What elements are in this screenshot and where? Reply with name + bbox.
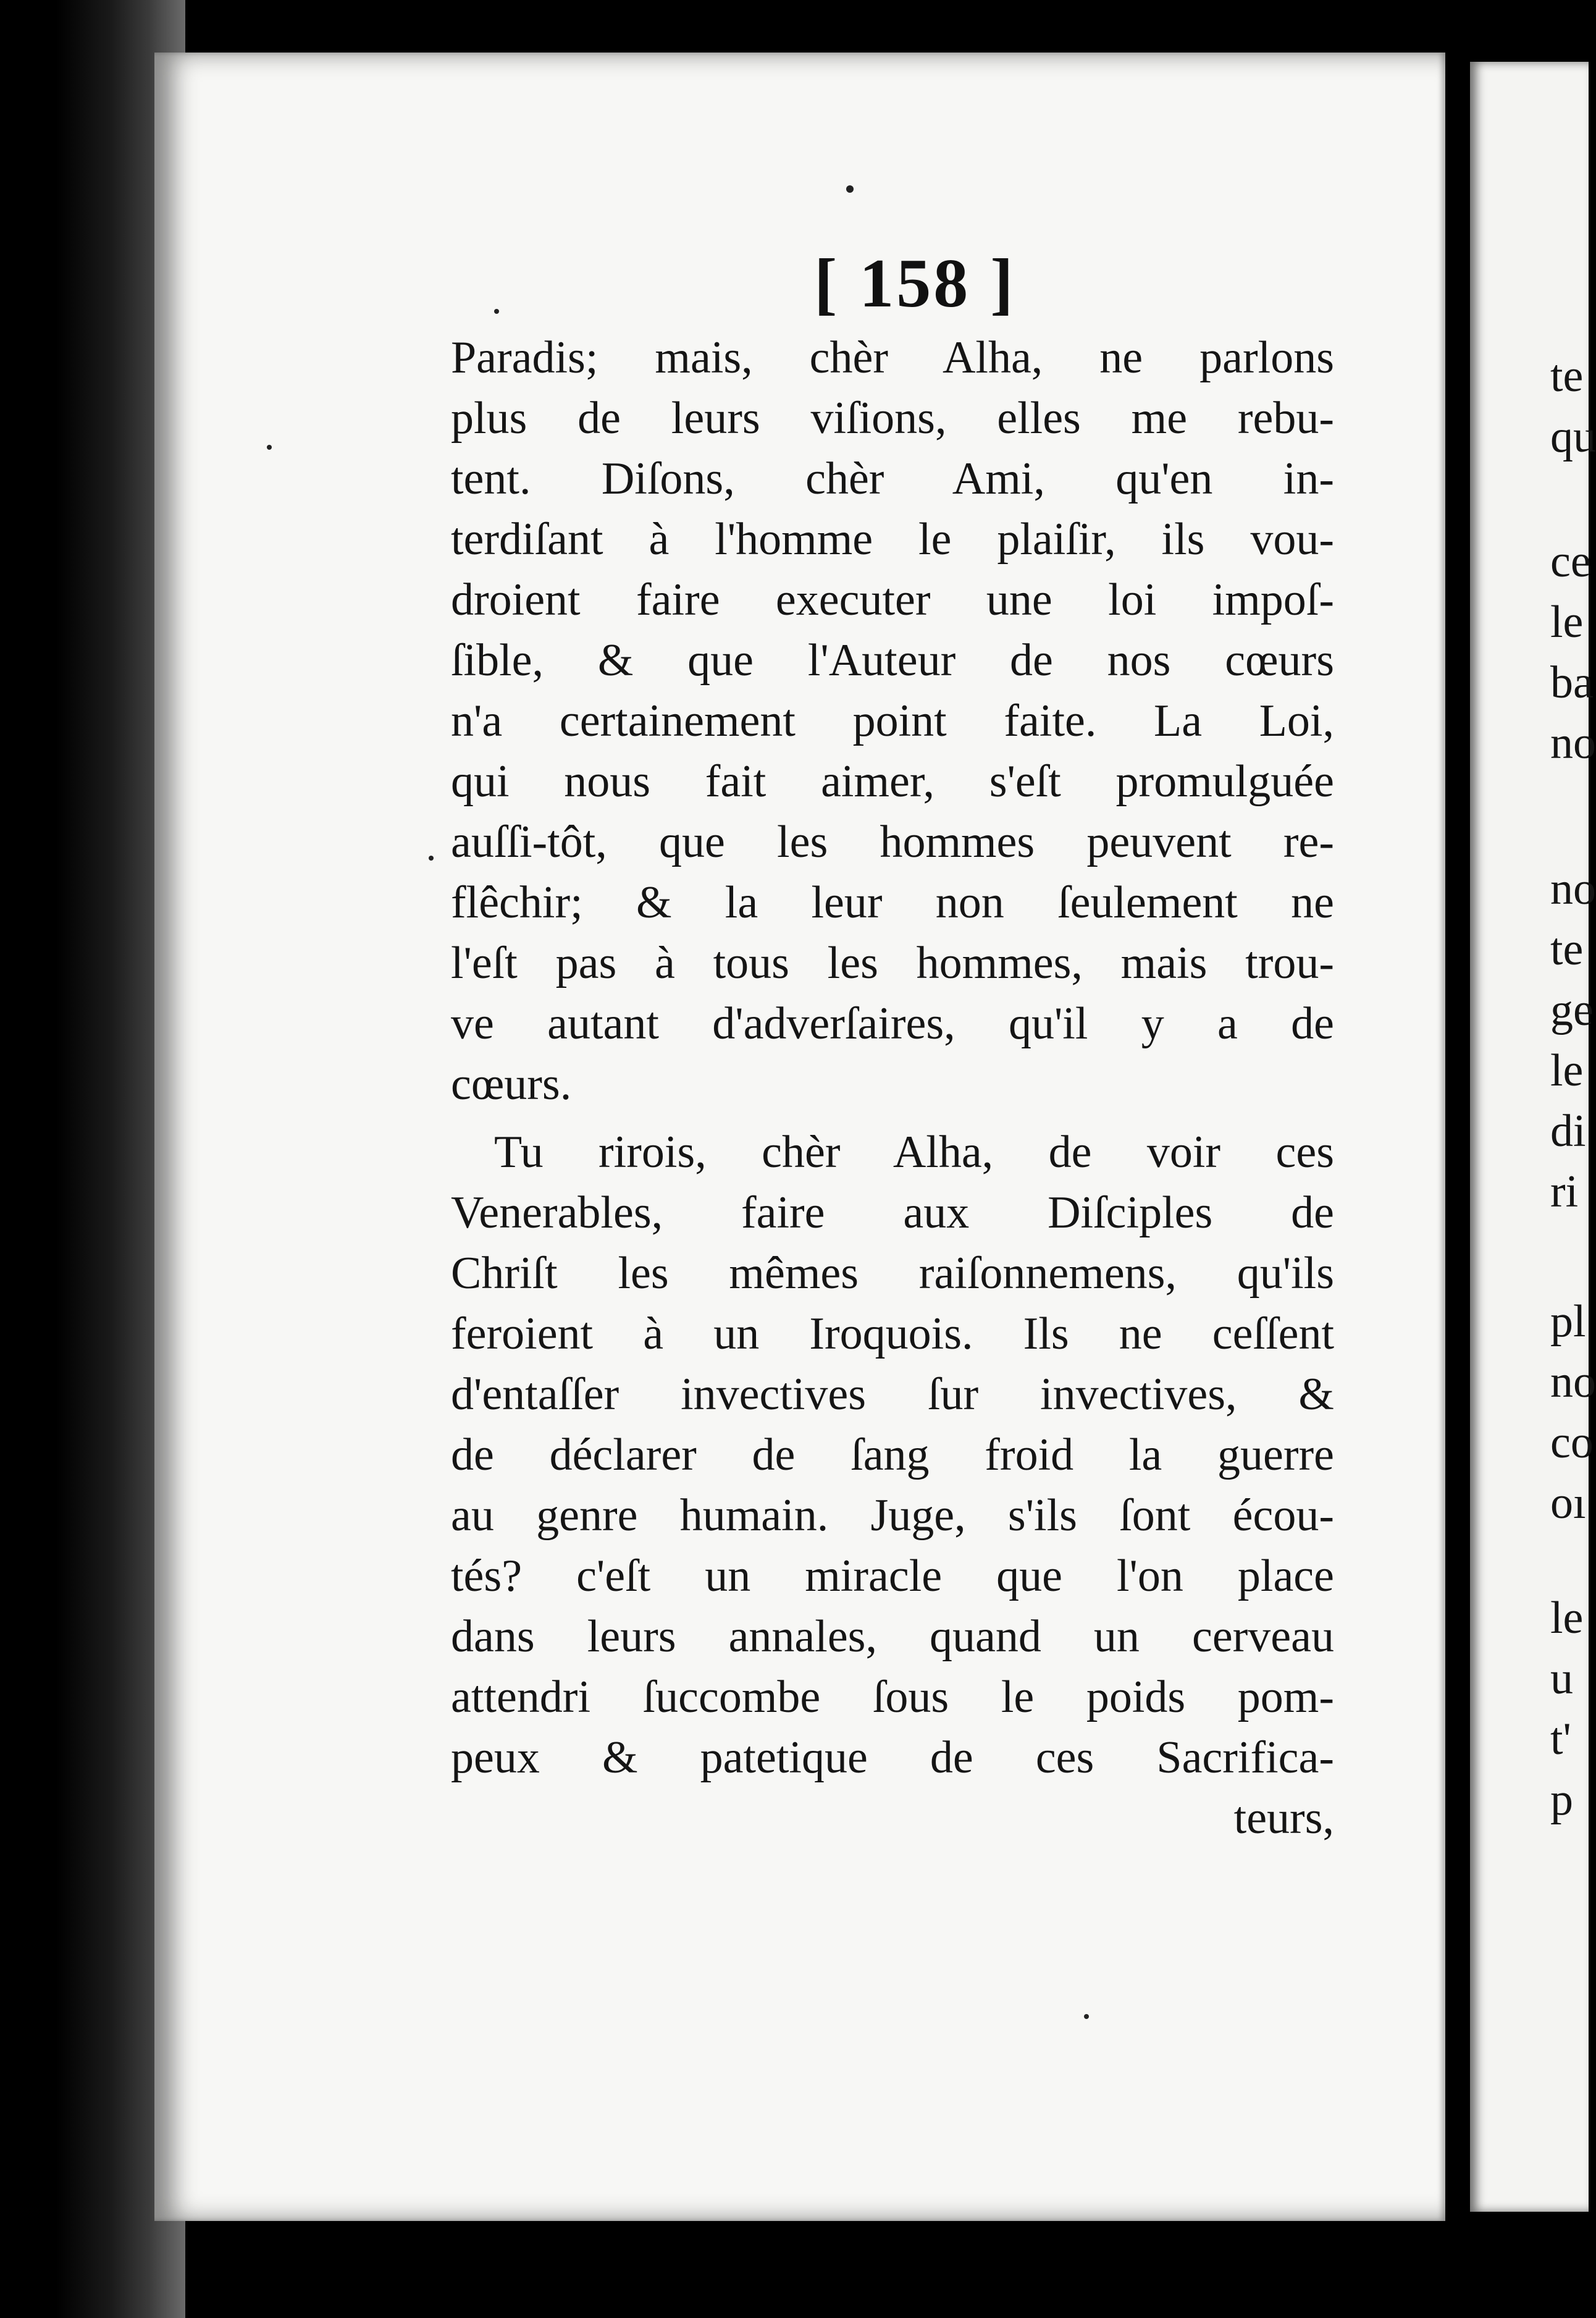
- catchword: teurs,: [1233, 1793, 1334, 1844]
- fragment: ri: [1550, 1166, 1579, 1217]
- fragment: no: [1550, 864, 1596, 914]
- text-line: cœurs.: [451, 1059, 572, 1110]
- text-line: l'eſt pas à tous les hommes, mais trou-: [451, 938, 1334, 988]
- fragment: di: [1550, 1106, 1586, 1157]
- ink-speck: [1084, 2014, 1089, 2019]
- text-line: ſible, & que l'Auteur de nos cœurs: [451, 635, 1334, 686]
- fragment: oı: [1550, 1478, 1586, 1528]
- text-line: de déclarer de ſang froid la guerre: [451, 1430, 1334, 1480]
- fragment: ge: [1550, 985, 1594, 1035]
- text-line: Paradis; mais, chèr Alha, ne parlons: [451, 332, 1334, 383]
- fragment: le: [1550, 1045, 1584, 1096]
- fragment: ce: [1550, 536, 1591, 587]
- text-line: au genre humain. Juge, s'ils ſont écou-: [451, 1490, 1334, 1541]
- paragraph-gap: [451, 1115, 1334, 1122]
- text-line: Tu rirois, chèr Alha, de voir ces: [494, 1127, 1334, 1178]
- text-line: plus de leurs viſions, elles me rebu-: [451, 393, 1334, 444]
- text-line: peux & patetique de ces Sacrifica-: [451, 1732, 1334, 1783]
- text-line: feroient à un Iroquois. Ils ne ceſſent: [451, 1309, 1334, 1359]
- fragment: qu: [1550, 411, 1596, 462]
- text-line: qui nous fait aimer, s'eſt promulguée: [451, 756, 1334, 807]
- page-number: [ 158 ]: [814, 245, 1016, 322]
- fragment: le: [1550, 597, 1584, 647]
- fragment: u: [1550, 1653, 1573, 1704]
- body-text: [451, 327, 1334, 1848]
- fragment: no: [1550, 1357, 1596, 1407]
- text-line: flêchir; & la leur non ſeulement ne: [451, 877, 1334, 928]
- fragment: pl: [1550, 1296, 1586, 1347]
- fragment: co: [1550, 1417, 1594, 1468]
- text-line: tés? c'eſt un miracle que l'on place: [451, 1551, 1334, 1601]
- text-line: attendri ſuccombe ſous le poids pom-: [451, 1672, 1334, 1722]
- ink-speck: [429, 856, 434, 861]
- text-line: n'a certainement point faite. La Loi,: [451, 696, 1334, 746]
- text-line: dans leurs annales, quand un cerveau: [451, 1611, 1334, 1662]
- fragment: t': [1550, 1714, 1571, 1764]
- text-line: auſſi-tôt, que les hommes peuvent re-: [451, 817, 1334, 867]
- fragment: te: [1550, 924, 1584, 975]
- ink-speck: [846, 185, 854, 193]
- fragment: no: [1550, 718, 1596, 769]
- fragment: te: [1550, 351, 1584, 402]
- text-line: d'entaſſer invectives ſur invectives, &: [451, 1369, 1334, 1420]
- text-line: Venerables, faire aux Diſciples de: [451, 1187, 1334, 1238]
- text-line: ve autant d'adverſaires, qu'il y a de: [451, 998, 1334, 1049]
- ink-speck: [267, 445, 272, 450]
- ink-speck: [494, 309, 499, 314]
- text-line: tent. Diſons, chèr Ami, qu'en in-: [451, 453, 1334, 504]
- fragment: p: [1550, 1774, 1573, 1825]
- fragment: ba: [1550, 657, 1594, 708]
- fragment: le: [1550, 1593, 1584, 1643]
- text-line: droient faire executer une loi impoſ-: [451, 575, 1334, 625]
- text-line: Chriſt les mêmes raiſonnemens, qu'ils: [451, 1248, 1334, 1299]
- text-line: terdiſant à l'homme le plaiſir, ils vou-: [451, 514, 1334, 565]
